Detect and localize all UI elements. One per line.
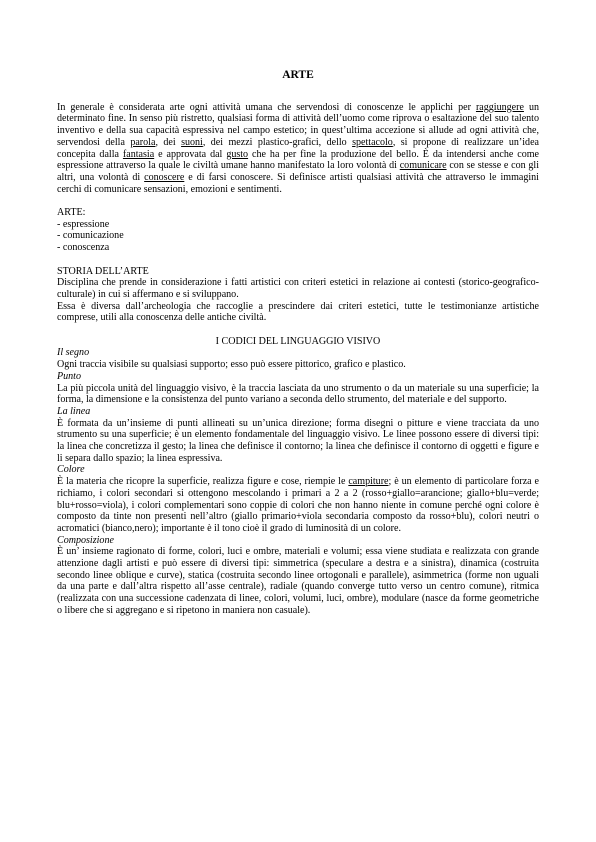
intro-text: che ha per fine la produzione del bello. È da intendersi anche come espressione attraverso la quale le civiltà umane hanno manifestato la loro volontà di bbox=[57, 148, 540, 172]
linea-text: È formata da un’insieme di punti allineati su un’unica direzione; forma disegni o pitture e viene tracciata da uno strumento su una superficie; è un elemento fondamentale del linguaggio visivo. Le linee possono essere di diversi tipi: la linea che concretizza il gesto; la linea che definisce il contorno; la linea che definisce il contorno di oggetti e figure e li separa dallo spazio; la linea espressiva. bbox=[57, 417, 539, 464]
spacer bbox=[57, 324, 539, 336]
link-campiture[interactable]: campiture bbox=[348, 476, 389, 488]
spacer bbox=[57, 254, 539, 266]
link-parola[interactable]: parola bbox=[130, 136, 156, 148]
spacer bbox=[57, 195, 539, 207]
intro-paragraph bbox=[57, 102, 539, 196]
intro-text: e di farsi conoscere. Si definisce artisti qualsiasi attività che attraverso le immagini cerchi di comunicare sensazioni, emozioni e sentimenti. bbox=[57, 171, 539, 195]
punto-text: La più piccola unità del linguaggio visivo, è la traccia lasciata da uno strumento o da un materiale su una superficie; la forma, la dimensione e la consistenza del punto variano a seconda dello strumento, del materiale e del supporto. bbox=[57, 382, 539, 406]
link-comunicare[interactable]: comunicare bbox=[399, 160, 447, 172]
term-colore: Colore bbox=[57, 464, 85, 476]
document-page bbox=[57, 70, 539, 617]
colore-text bbox=[57, 476, 539, 535]
intro-text: e approvata dal bbox=[154, 148, 227, 160]
list-item: - comunicazione bbox=[57, 230, 124, 242]
intro-text: , si propone di realizzare un’idea concepita dalla bbox=[57, 136, 539, 160]
intro-text: , dei mezzi plastico-grafici, dello bbox=[202, 136, 353, 148]
colore-text-part: ; è un elemento di particolare forza e richiamo, i colori secondari si ottengono mescolando i primari a 2 a 2 (rosso+giallo=arancione; giallo+blu=verde; blu+rosso=viola), i colori complementari sono coppie di colori che non hanno niente in comune perché ogni colore è composto da tinte non presenti nell’altro (giallo primario+viola secondaria composto da rosso+blu), colori neutri o acromatici (bianco,nero); importante è il tono cioè il grado di luminosità di un colore. bbox=[57, 476, 540, 534]
list-item: - conoscenza bbox=[57, 242, 110, 254]
link-raggiungere[interactable]: raggiungere bbox=[475, 101, 524, 113]
term-segno: Il segno bbox=[57, 347, 90, 359]
colore-text-part: È la materia che ricopre la superficie, realizza figure e cose, riempie le bbox=[57, 476, 349, 488]
term-punto: Punto bbox=[57, 370, 81, 382]
link-gusto[interactable]: gusto bbox=[226, 148, 249, 160]
link-spettacolo[interactable]: spettacolo bbox=[352, 136, 393, 148]
term-linea: La linea bbox=[57, 405, 91, 417]
link-suoni[interactable]: suoni bbox=[181, 136, 203, 148]
storia-text: Disciplina che prende in considerazione i fatti artistici con criteri estetici in relazione ai contesti (storico-geografico-culturale) in cui si affermano e si sviluppano. bbox=[57, 277, 539, 300]
segno-text: Ogni traccia visibile su qualsiasi supporto; esso può essere pittorico, grafico e plastico. bbox=[57, 359, 406, 371]
intro-text: un determinato fine. In senso più ristretto, qualsiasi forma di attività dell’uomo come riprova o esaltazione del suo talento inventivo e della sua capacità espressiva nel campo estetico; in quest’ultima accezione si allude ad ogni attività che, servendosi della bbox=[57, 101, 540, 148]
link-conoscere[interactable]: conoscere bbox=[144, 171, 185, 183]
storia-heading: STORIA DELL’ARTE bbox=[57, 265, 149, 277]
storia-text: Essa è diversa dall’archeologia che raccoglie a prescindere dai criteri estetici, tutte le testimonianze artistiche comprese, utili alla conoscenza delle antiche civiltà. bbox=[57, 300, 539, 324]
intro-text: con se stesse e con gli altri, una volontà di bbox=[57, 160, 540, 183]
arte-list-heading: ARTE: bbox=[57, 207, 86, 219]
term-composizione: Composizione bbox=[57, 534, 114, 546]
list-item: - espressione bbox=[57, 218, 110, 230]
composizione-text: È un’ insieme ragionato di forme, colori, luci e ombre, materiali e volumi; essa viene studiata e realizzata con grande attenzione dagli artisti e può essere di diversi tipi: simmetrica (speculare a destra e a sinistra), dinamica (costruita secondo linee oblique e curve), statica (costruita secondo linee ortogonali e parallele), asimmetrica (forme non uguali da una parte e dall’altra rispetto all’asse centrale), radiale (quando converge tutto verso un centro comune), ritmica (realizzata con una successione cadenzata di linee, colori, volumi, luci, ombre), modulare (nasce da forme geometriche o libere che si aggregano e si ripetono in maniera non casuale). bbox=[57, 546, 539, 616]
intro-text: In generale è considerata arte ogni attività umana che servendosi di conoscenze le applichi per bbox=[57, 101, 476, 113]
intro-text: , dei bbox=[155, 136, 182, 148]
page-title: ARTE bbox=[282, 69, 314, 81]
codici-heading: I CODICI DEL LINGUAGGIO VISIVO bbox=[215, 335, 381, 347]
link-fantasia[interactable]: fantasia bbox=[122, 148, 155, 160]
